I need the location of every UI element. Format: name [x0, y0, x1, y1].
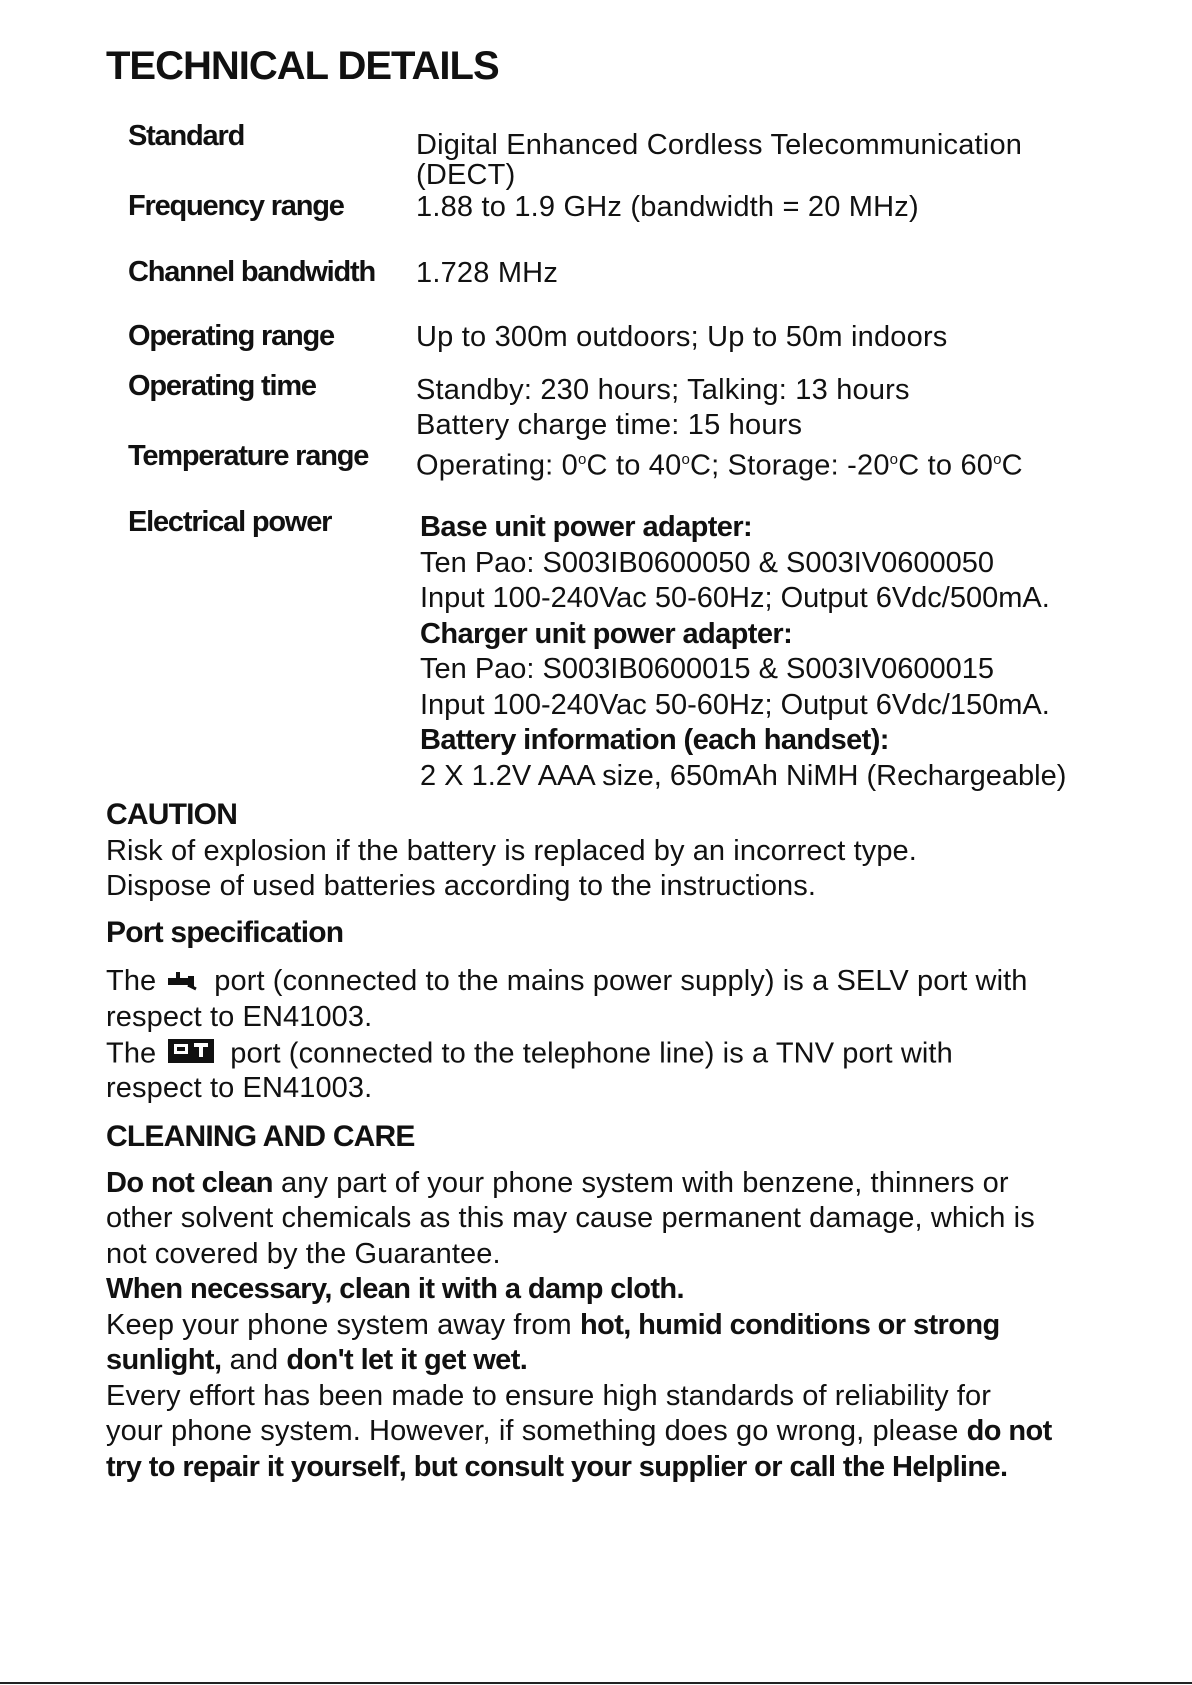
spec-value-operating-time-line1: Standby: 230 hours; Talking: 13 hours: [416, 374, 910, 406]
spec-label-operating-time: Operating time: [128, 370, 316, 402]
power-plug-icon: [166, 965, 200, 1001]
cleaning-title: CLEANING AND CARE: [106, 1120, 415, 1153]
spec-label-channel: Channel bandwidth: [128, 256, 376, 288]
spec-value-frequency: 1.88 to 1.9 GHz (bandwidth = 20 MHz): [416, 191, 919, 223]
base-adapter-model: Ten Pao: S003IB0600050 & S003IV0600050: [420, 546, 995, 579]
degree-mark: o: [993, 451, 1002, 468]
page-title: TECHNICAL DETAILS: [106, 44, 499, 88]
port-spec-title: Port specification: [106, 916, 344, 949]
spec-value-temperature: Operating: 0$^o$C to 40$^o$C; Storage: -20$^o$C to 60$^o$C: [416, 449, 1023, 482]
battery-value: 2 X 1.2V AAA size, 650mAh NiMH (Rechargeable): [420, 759, 1067, 792]
spec-label-electrical: Electrical power: [128, 506, 332, 538]
spec-label-operating-range: Operating range: [128, 320, 334, 352]
spec-value-standard-line2: (DECT): [416, 159, 516, 191]
spec-label-standard: Standard: [128, 120, 245, 152]
spec-value-channel: 1.728 MHz: [416, 257, 559, 289]
degree-mark: o: [578, 451, 587, 468]
cleaning-p4-line3: try to repair it yourself, but consult your supplier or call the Helpline.: [106, 1451, 1008, 1483]
base-adapter-heading: Base unit power adapter:: [420, 511, 753, 543]
charger-adapter-heading: Charger unit power adapter:: [420, 617, 793, 650]
port-tel-line1: The port (connected to the telephone line) is a TNV port with: [106, 1035, 953, 1075]
spec-label-temperature: Temperature range: [128, 440, 369, 472]
cleaning-p4-line1: Every effort has been made to ensure high standards of reliability for: [106, 1380, 992, 1412]
electrical-power-details: [420, 510, 1066, 794]
base-adapter-io: Input 100-240Vac 50-60Hz; Output 6Vdc/500mA.: [420, 582, 1050, 614]
caution-title: CAUTION: [106, 798, 238, 831]
caution-line1: Risk of explosion if the battery is replaced by an incorrect type.: [106, 835, 917, 867]
telephone-socket-icon: [166, 1035, 216, 1075]
cleaning-p2: When necessary, clean it with a damp cloth.: [106, 1273, 684, 1305]
bottom-divider: [0, 1682, 1192, 1684]
degree-mark: o: [681, 451, 690, 468]
spec-label-frequency: Frequency range: [128, 190, 344, 222]
battery-heading: Battery information (each handset):: [420, 724, 889, 756]
port-tel-line2: respect to EN41003.: [106, 1072, 373, 1104]
port-mains-line2: respect to EN41003.: [106, 1001, 373, 1033]
spec-value-operating-range: Up to 300m outdoors; Up to 50m indoors: [416, 321, 948, 353]
cleaning-p1-line1: Do not clean any part of your phone system with benzene, thinners or: [106, 1167, 1009, 1199]
degree-mark: o: [889, 451, 899, 468]
port-mains-line1: The port (connected to the mains power supply) is a SELV port with: [106, 964, 1028, 1000]
cleaning-p1-line2: other solvent chemicals as this may cause permanent damage, which is: [106, 1202, 1035, 1234]
cleaning-p4-line2: your phone system. However, if something does go wrong, please do not: [106, 1415, 1052, 1447]
spec-value-operating-time-line2: Battery charge time: 15 hours: [416, 409, 803, 441]
charger-adapter-model: Ten Pao: S003IB0600015 & S003IV0600015: [420, 653, 995, 685]
cleaning-p3-line2: sunlight, and don't let it get wet.: [106, 1344, 528, 1376]
cleaning-p3-line1: Keep your phone system away from hot, humid conditions or strong: [106, 1309, 1000, 1341]
cleaning-p1-line3: not covered by the Guarantee.: [106, 1238, 501, 1270]
caution-line2: Dispose of used batteries according to the instructions.: [106, 870, 817, 902]
spec-value-standard-line1: Digital Enhanced Cordless Telecommunication: [416, 129, 1023, 161]
charger-adapter-io: Input 100-240Vac 50-60Hz; Output 6Vdc/150mA.: [420, 688, 1050, 721]
